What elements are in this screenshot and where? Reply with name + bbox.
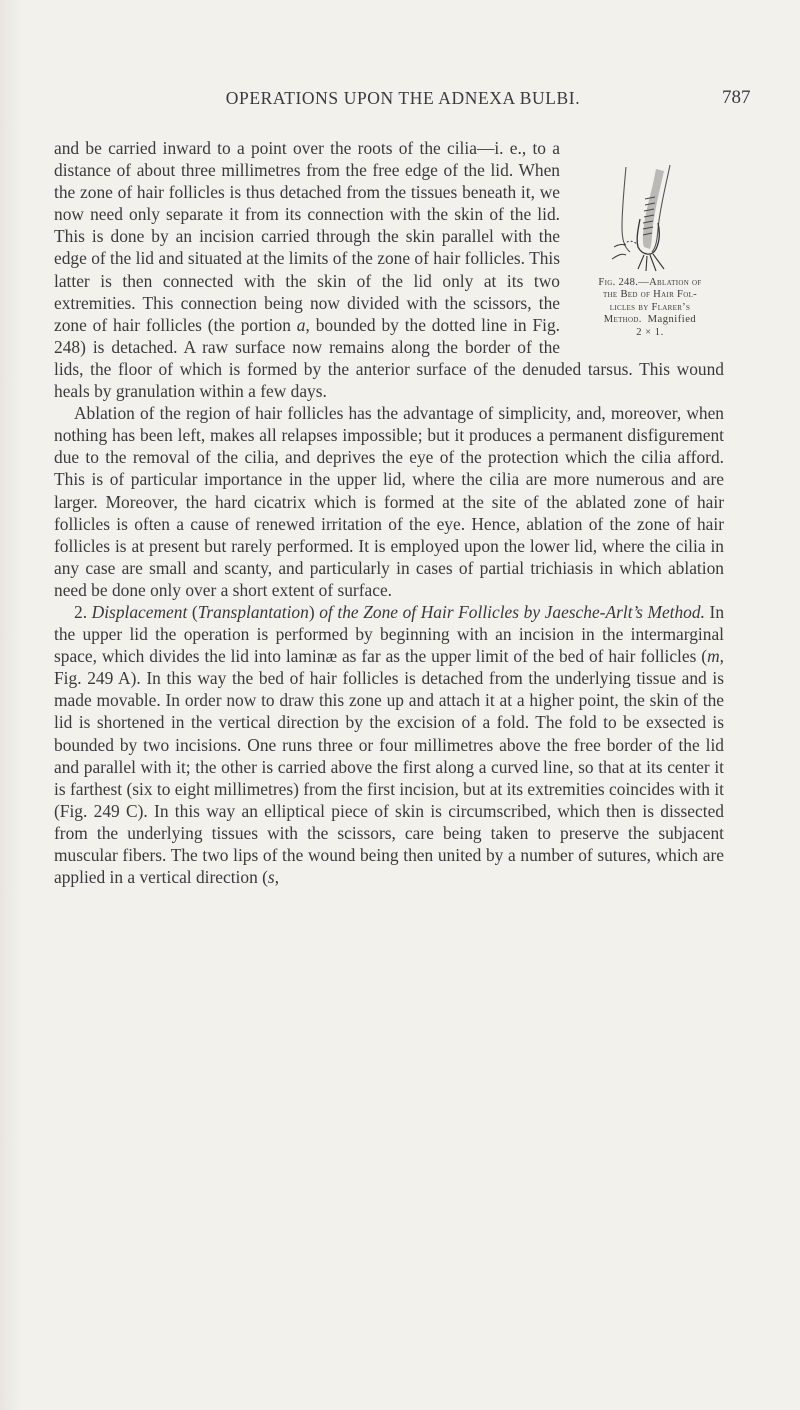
binding-shadow — [0, 0, 22, 1410]
section-title: Displacement — [91, 601, 188, 622]
page-number: 787 — [722, 87, 751, 108]
paragraph-displacement: 2. Displacement (Transplantation) of the Zone of Hair Follicles by Jaesche-Arlt’s Method. In the upper lid the operation is performed by beginning with an incision in the intermarginal space, which divides the lid into laminæ as far as the upper limit of the bed of hair follicles (m, Fig. 249 A). In this way the bed of hair follicles is detached from the underlying tissue and is made movable. In order now to draw this zone up and attach it at a higher point, the skin of the lid is shortened in the vertical direction by the excision of a fold. The fold to be exsected is bounded by two incisions. One runs three or four millimetres above the free border of the lid and parallel with it; the other is carried above the first along a curved line, so that at its center it is farthest (six to eight millimetres) from the first incision, but at its extremities coincides with it (Fig. 249 C). In this way an elliptical piece of skin is circumscribed, which then is dissected from the underlying tissues with the scissors, care being taken to preserve the subjacent muscular fibers. The two lips of the wound being then united by a number of sutures, which are applied in a vertical direction (s, — [54, 601, 725, 888]
paragraph-continuation: and be carried inward to a point over the roots of the cilia—i. e., to a distance of about three millimetres from the free edge of the lid. When the zone of hair follicles is thus detached from the tissues beneath it, we now need only separate it from its connection with the skin of the lid. This is done by an incision carried through the skin parallel with the edge of the lid and situated at the limits of the zone of hair follicles. This latter is then connected with the skin of the lid only at its two extremities. This connection being now divided with the scissors, the zone of hair follicles (the portion a, bounded by the dotted line in Fig. 248) is detached. A raw surface now remains along the border of the lids, the floor of which is formed by the anterior surface of the denuded tarsus. This wound heals by granulation within a few days. — [54, 138, 724, 402]
figure-caption: Fig. 248.—Ablation of the Bed of Hair Fol- licles by Flarer’s Method. Magnified 2 × 1. — [598, 277, 702, 338]
running-head: OPERATIONS UPON THE ADNEXA BULBI. — [225, 88, 581, 108]
body-text — [54, 137, 724, 888]
figure-248 — [576, 159, 724, 339]
paragraph-ablation: Ablation of the region of hair follicles has the advantage of simplicity, and, moreover, when nothing has been left, makes all relapses impossible; but it produces a permanent disfigurement due to the removal of the cilia, and deprives the eye of the protection which the cilia afford. This is of particular importance in the upper lid, where the cilia are more numerous and are larger. Moreover, the hard cicatrix which is formed at the site of the ablated zone of hair follicles is often a cause of renewed irritation of the eye. Hence, ablation of the zone of hair follicles is at present but rarely performed. It is employed upon the lower lid, where the cilia in any case are small and scanty, and particularly in cases of partial trichiasis in which ablation need be done only over a short extent of surface. — [54, 403, 724, 600]
eyelid-hair-follicle-drawing-icon — [600, 159, 700, 275]
